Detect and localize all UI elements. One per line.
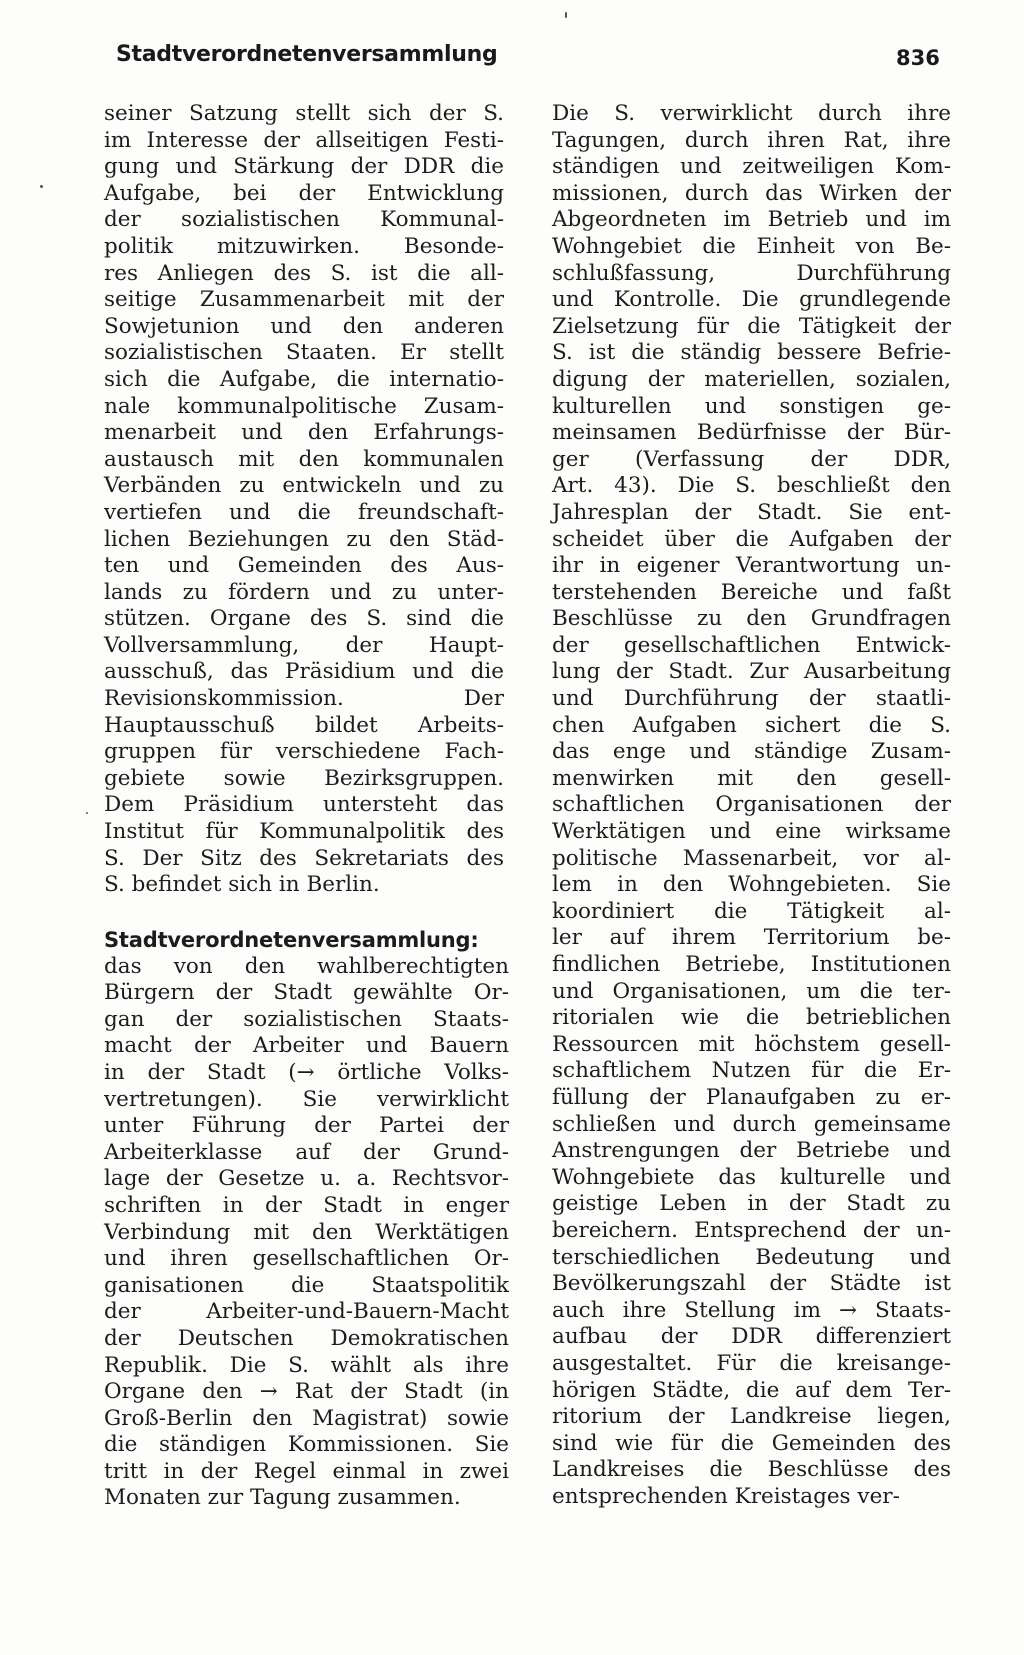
text-line: schaftlichem Nutzen für die Er- (552, 1058, 951, 1084)
text-line: sind wie für die Gemeinden des (552, 1430, 951, 1456)
text-line: gebiete sowie Bezirksgruppen. (104, 765, 504, 791)
text-line: Landkreises die Beschlüsse des (552, 1457, 951, 1483)
text-line: und Kontrolle. Die grundlegende (552, 287, 951, 313)
text-line: Verbänden zu entwickeln und zu (104, 473, 504, 499)
left-column-entry (104, 927, 509, 1512)
right-column (552, 101, 951, 1510)
text-line: Sowjetunion und den anderen (104, 313, 504, 339)
text-line: schriften in der Stadt in enger (104, 1192, 509, 1218)
text-line: der sozialistischen Kommunal- (104, 207, 504, 233)
text-line: Bevölkerungszahl der Städte ist (552, 1271, 951, 1297)
text-line: aufbau der DDR differenziert (552, 1324, 951, 1350)
text-line: seitige Zusammenarbeit mit der (104, 287, 504, 313)
text-line: ler auf ihrem Territorium be- (552, 925, 951, 951)
text-line: sich die Aufgabe, die internatio- (104, 366, 504, 392)
text-line: Ressourcen mit höchstem gesell- (552, 1031, 951, 1057)
text-line: vertretungen). Sie verwirklicht (104, 1086, 509, 1112)
print-speck (40, 185, 43, 188)
text-line: Beschlüsse zu den Grundfragen (552, 606, 951, 632)
text-line: lem in den Wohngebieten. Sie (552, 872, 951, 898)
text-line: digung der materiellen, sozialen, (552, 366, 951, 392)
print-speck (86, 812, 88, 814)
text-line: gan der sozialistischen Staats- (104, 1006, 509, 1032)
text-line: politik mitzuwirken. Besonde- (104, 233, 504, 259)
text-line: politische Massenarbeit, vor al- (552, 845, 951, 871)
text-line: Tagungen, durch ihren Rat, ihre (552, 127, 951, 153)
text-line: lage der Gesetze u. a. Rechtsvor- (104, 1166, 509, 1192)
text-line: ausschuß, das Präsidium und die (104, 659, 504, 685)
text-line: Vollversammlung, der Haupt- (104, 632, 504, 658)
text-line: Institut für Kommunalpolitik des (104, 819, 504, 845)
text-line: gruppen für verschiedene Fach- (104, 739, 504, 765)
text-line: lung der Stadt. Zur Ausarbeitung (552, 659, 951, 685)
left-column-continuation (104, 101, 504, 899)
text-line: Wohngebiet die Einheit von Be- (552, 233, 951, 259)
text-line: schlußfassung, Durchführung (552, 260, 951, 286)
text-line: Revisionskommission. Der (104, 686, 504, 712)
text-line: schließen und durch gemeinsame (552, 1111, 951, 1137)
text-line: die ständigen Kommissionen. Sie (104, 1432, 509, 1458)
text-line: auch ihre Stellung im → Staats- (552, 1297, 951, 1323)
text-line: schaftlichen Organisationen der (552, 792, 951, 818)
text-line: menarbeit und den Erfahrungs- (104, 420, 504, 446)
text-line: vertiefen und die freundschaft- (104, 499, 504, 525)
text-line: S. ist die ständig bessere Befrie- (552, 340, 951, 366)
text-line: seiner Satzung stellt sich der S. (104, 101, 504, 126)
text-line: ten und Gemeinden des Aus- (104, 553, 504, 579)
text-line: S. befindet sich in Berlin. (104, 872, 380, 898)
text-line: Wohngebiete das kulturelle und (552, 1164, 951, 1190)
text-line: ritorialen wie die betrieblichen (552, 1005, 951, 1031)
text-line: ger (Verfassung der DDR, (552, 446, 951, 472)
text-line: Organe den → Rat der Stadt (in (104, 1379, 509, 1405)
text-line: hörigen Städte, die auf dem Ter- (552, 1377, 951, 1403)
text-line: Hauptausschuß bildet Arbeits- (104, 712, 504, 738)
text-line: macht der Arbeiter und Bauern (104, 1033, 509, 1059)
text-line: kulturellen und sonstigen ge- (552, 393, 951, 419)
text-line: terschiedlichen Bedeutung und (552, 1244, 951, 1270)
text-line: Groß-Berlin den Magistrat) sowie (104, 1405, 509, 1431)
text-line: S. Der Sitz des Sekretariats des (104, 845, 504, 871)
text-line: ihr in eigener Verantwortung un- (552, 553, 951, 579)
text-line: findlichen Betriebe, Institutionen (552, 952, 951, 977)
running-title: Stadtverordnetenversammlung (116, 42, 498, 67)
text-line: ausgestaltet. Für die kreisange- (552, 1350, 951, 1376)
text-line: Bürgern der Stadt gewählte Or- (104, 980, 509, 1006)
text-line: res Anliegen des S. ist die all- (104, 260, 504, 286)
text-line: ritorium der Landkreise liegen, (552, 1404, 951, 1430)
text-line: in der Stadt (→ örtliche Volks- (104, 1059, 509, 1085)
text-line: unter Führung der Partei der (104, 1113, 509, 1139)
page-number: 836 (896, 46, 940, 70)
text-line: terstehenden Bereiche und faßt (552, 579, 951, 605)
text-line: meinsamen Bedürfnisse der Bür- (552, 420, 951, 446)
print-speck (565, 12, 567, 18)
text-line: und Durchführung der staatli- (552, 686, 951, 712)
text-line: der Deutschen Demokratischen (104, 1325, 509, 1351)
text-line: Werktätigen und eine wirksame (552, 819, 951, 845)
text-line: gung und Stärkung der DDR die (104, 154, 504, 180)
text-line: Monaten zur Tagung zusammen. (104, 1485, 461, 1511)
text-line: entsprechenden Kreistages ver- (552, 1483, 900, 1509)
text-line: lands zu fördern und zu unter- (104, 579, 504, 605)
text-line: das enge und ständige Zusam- (552, 739, 951, 765)
text-line: stützen. Organe des S. sind die (104, 606, 504, 632)
text-line: im Interesse der allseitigen Festi- (104, 127, 504, 153)
text-line: koordiniert die Tätigkeit al- (552, 898, 951, 924)
text-line: lichen Beziehungen zu den Städ- (104, 526, 504, 552)
text-line: menwirken mit den gesell- (552, 765, 951, 791)
text-line: ständigen und zeitweiligen Kom- (552, 154, 951, 180)
entry-heading: Stadtverordnetenversammlung: (104, 928, 479, 952)
text-line: chen Aufgaben sichert die S. (552, 712, 951, 738)
text-line: Jahresplan der Stadt. Sie ent- (552, 499, 951, 525)
text-line: tritt in der Regel einmal in zwei (104, 1458, 509, 1484)
text-line: Zielsetzung für die Tätigkeit der (552, 313, 951, 339)
text-line: füllung der Planaufgaben zu er- (552, 1084, 951, 1110)
text-line: Dem Präsidium untersteht das (104, 792, 504, 818)
text-line: der gesellschaftlichen Entwick- (552, 632, 951, 658)
text-line: das von den wahlberechtigten (104, 953, 509, 979)
text-line: geistige Leben in der Stadt zu (552, 1191, 951, 1217)
text-line: bereichern. Entsprechend der un- (552, 1217, 951, 1243)
entry-body (104, 954, 509, 1512)
text-line: Anstrengungen der Betriebe und (552, 1138, 951, 1164)
text-line: ganisationen die Staatspolitik (104, 1272, 509, 1298)
text-line: nale kommunalpolitische Zusam- (104, 393, 504, 419)
text-line: der Arbeiter-und-Bauern-Macht (104, 1299, 509, 1325)
text-line: Abgeordneten im Betrieb und im (552, 207, 951, 233)
text-line: Verbindung mit den Werktätigen (104, 1219, 509, 1245)
text-line: und Organisationen, um die ter- (552, 978, 951, 1004)
text-line: Art. 43). Die S. beschließt den (552, 473, 951, 499)
text-line: Aufgabe, bei der Entwicklung (104, 180, 504, 206)
text-line: sozialistischen Staaten. Er stellt (104, 340, 504, 366)
text-line: Arbeiterklasse auf der Grund- (104, 1139, 509, 1165)
text-line: scheidet über die Aufgaben der (552, 526, 951, 552)
text-line: und ihren gesellschaftlichen Or- (104, 1246, 509, 1272)
text-line: austausch mit den kommunalen (104, 446, 504, 472)
text-line: Republik. Die S. wählt als ihre (104, 1352, 509, 1378)
text-line: Die S. verwirklicht durch ihre (552, 101, 951, 126)
text-line: missionen, durch das Wirken der (552, 180, 951, 206)
